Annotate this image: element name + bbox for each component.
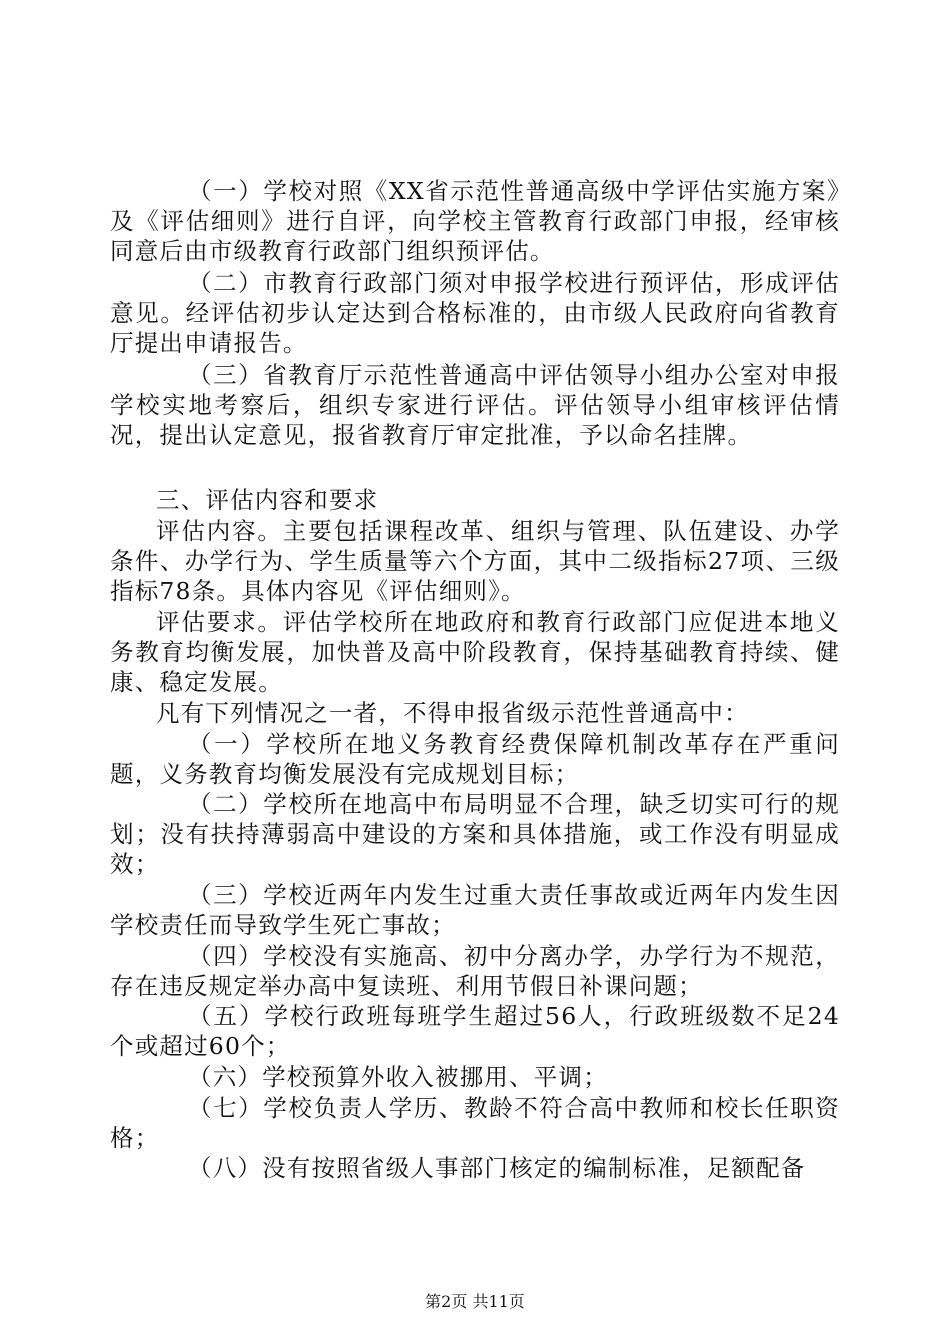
page-footer: 第2页 共11页: [425, 1292, 525, 1311]
condition-item-8: （八）没有按照省级人事部门核定的编制标准，足额配备: [188, 1154, 806, 1182]
condition-item-6: （六）学校预算外收入被挪用、平调；: [188, 1063, 608, 1091]
paragraph-evaluation-content: 评估内容。主要包括课程改革、组织与管理、队伍建设、办学条件、办学行为、学生质量等六个方面，其中二级指标27项、三级指标78条。具体内容见《评估细则》。: [110, 517, 840, 605]
paragraph-evaluation-requirements: 评估要求。评估学校所在地政府和教育行政部门应促进本地义务教育均衡发展，加快普及高中阶段教育，保持基础教育持续、健康、稳定发展。: [110, 608, 840, 696]
paragraph-3: （三）省教育厅示范性普通高中评估领导小组办公室对申报学校实地考察后，组织专家进行评估。评估领导小组审核评估情况，提出认定意见，报省教育厅审定批准，予以命名挂牌。: [110, 361, 840, 449]
condition-item-4: （四）学校没有实施高、初中分离办学，办学行为不规范，存在违反规定举办高中复读班、利用节假日补课问题；: [110, 942, 840, 1000]
condition-item-7: （七）学校负责人学历、教龄不符合高中教师和校长任职资格；: [110, 1094, 840, 1152]
condition-item-5: （五）学校行政班每班学生超过56人，行政班级数不足24个或超过60个；: [110, 1002, 840, 1060]
condition-item-2: （二）学校所在地高中布局明显不合理，缺乏切实可行的规划；没有扶持薄弱高中建设的方案和具体措施，或工作没有明显成效；: [110, 790, 840, 878]
condition-item-1: （一）学校所在地义务教育经费保障机制改革存在严重问题，义务教育均衡发展没有完成规划目标；: [110, 730, 840, 788]
condition-item-3: （三）学校近两年内发生过重大责任事故或近两年内发生因学校责任而导致学生死亡事故；: [110, 881, 840, 939]
paragraph-2: （二）市教育行政部门须对申报学校进行预评估，形成评估意见。经评估初步认定达到合格标准的，由市级人民政府向省教育厅提出申请报告。: [110, 269, 840, 357]
paragraph-conditions-intro: 凡有下列情况之一者，不得申报省级示范性普通高中：: [156, 699, 749, 727]
paragraph-1: （一）学校对照《XX省示范性普通高级中学评估实施方案》及《评估细则》进行自评，向学校主管教育行政部门申报，经审核同意后由市级教育行政部门组织预评估。: [110, 177, 840, 265]
section-heading: 三、评估内容和要求: [156, 486, 379, 514]
